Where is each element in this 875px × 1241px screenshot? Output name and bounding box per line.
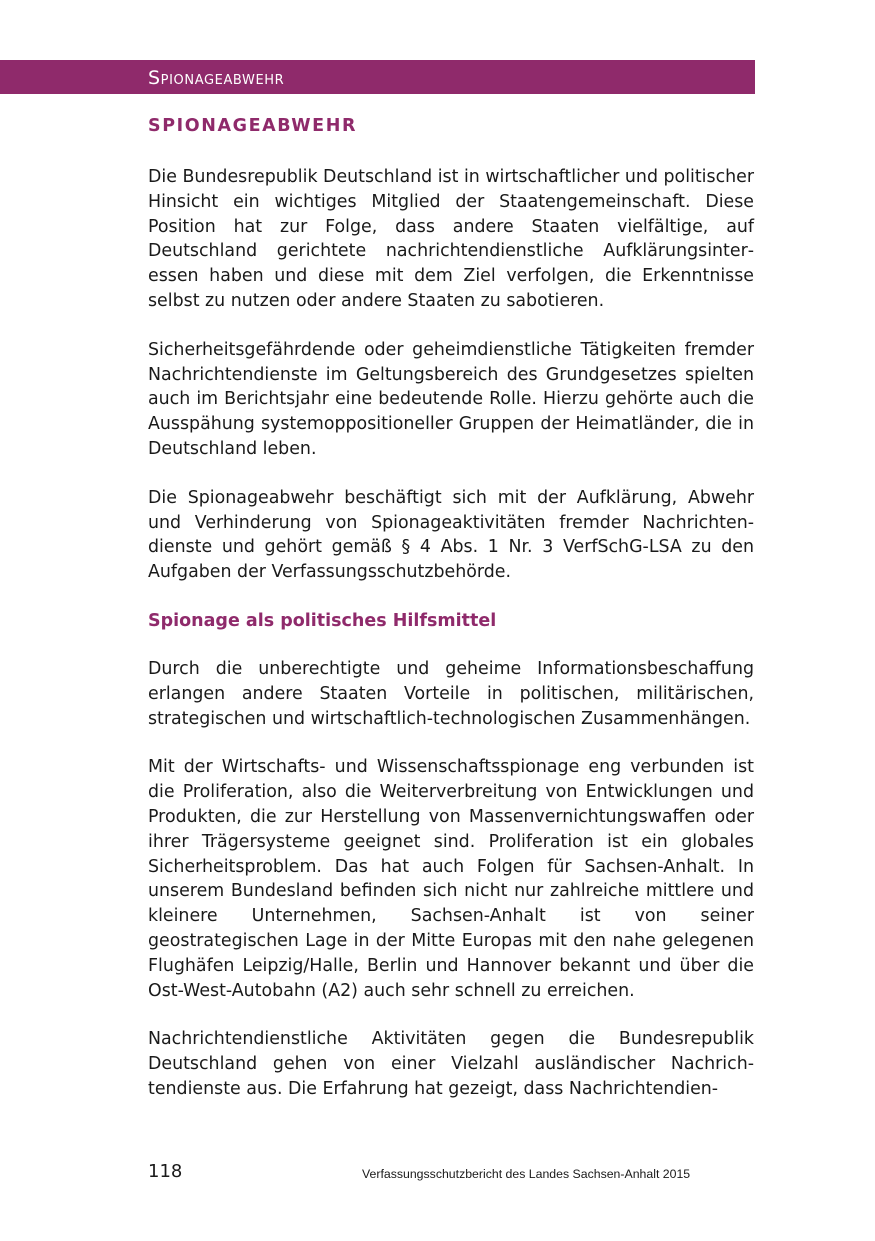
paragraph-intro: Die Bundesrepublik Deutschland ist in wirtschaftlicher und politischer Hinsicht ein wichtiges Mitglied der Staatengemeinschaft. Diese Position hat zur Folge, dass andere Staaten vielfältige, auf Deutschland gerichtete nachrichtendienstliche Aufklärungsinteressen haben und diese mit dem Ziel verfolgen, die Erkenntnisse selbst zu nutzen oder andere Staaten zu sabotieren.	[148, 167, 755, 311]
running-header-bar	[0, 60, 755, 94]
page-number: 118	[148, 1161, 183, 1182]
subsection-title: Spionage als politisches Hilfsmittel	[148, 610, 497, 631]
running-header-title: Spionageabwehr	[148, 67, 285, 89]
paragraph-information-gathering: Durch die unberechtigte und geheime Informationsbeschaffung erlangen andere Staaten Vorteile in politischen, militärischen, strategischen und wirtschaftlich-technologischen Zusammenhängen.	[148, 658, 754, 729]
paragraph-proliferation: Mit der Wirtschafts- und Wissenschaftsspionage eng verbunden ist die Proliferation, also die Weiterverbreitung von Entwicklungen und Produkten, die zur Herstellung von Massenvernichtungswaffen oder ihrer Trägersysteme geeignet sind. Proliferation ist ein globales Sicherheitsproblem. Das hat auch Folgen für Sachsen-Anhalt. In unserem Bundesland befinden sich nicht nur zahlreiche mittlere und kleinere Unternehmen, Sachsen-Anhalt ist von seiner geostrategischen Lage in der Mitte Europas mit den nahe gelegenen Flughäfen Leipzig/Halle, Berlin und Hannover bekannt und über die Ost-West-Autobahn (A2) auch sehr schnell zu erreichen.	[148, 757, 754, 1001]
paragraph-mandate: Die Spionageabwehr beschäftigt sich mit der Aufklärung, Abwehr und Verhinderung von Spionageaktivitäten fremder Nachrichtendienste und gehört gemäß § 4 Abs. 1 Nr. 3 VerfSchG-LSA zu den Aufgaben der Verfassungsschutzbehörde.	[148, 487, 754, 583]
page-content	[148, 112, 754, 1102]
paragraph-foreign-services: Nachrichtendienstliche Aktivitäten gegen die Bundesrepublik Deutschland gehen von einer Vielzahl ausländischer Nachrichtendienste aus. Die Erfahrung hat gezeigt, dass Nachrichtendien-	[148, 1029, 754, 1099]
footer-publication-title: Verfassungsschutzbericht des Landes Sachsen-Anhalt 2015	[362, 1167, 691, 1181]
paragraph-activities: Sicherheitsgefährdende oder geheimdienstliche Tätigkeiten fremder Nachrichtendienste im Geltungsbereich des Grundgesetzes spielten auch im Berichtsjahr eine bedeutende Rolle. Hierzu gehörte auch die Ausspähung systemoppositioneller Gruppen der Heimatländer, die in Deutschland leben.	[148, 339, 754, 459]
section-title: SPIONAGEABWEHR	[148, 116, 358, 136]
